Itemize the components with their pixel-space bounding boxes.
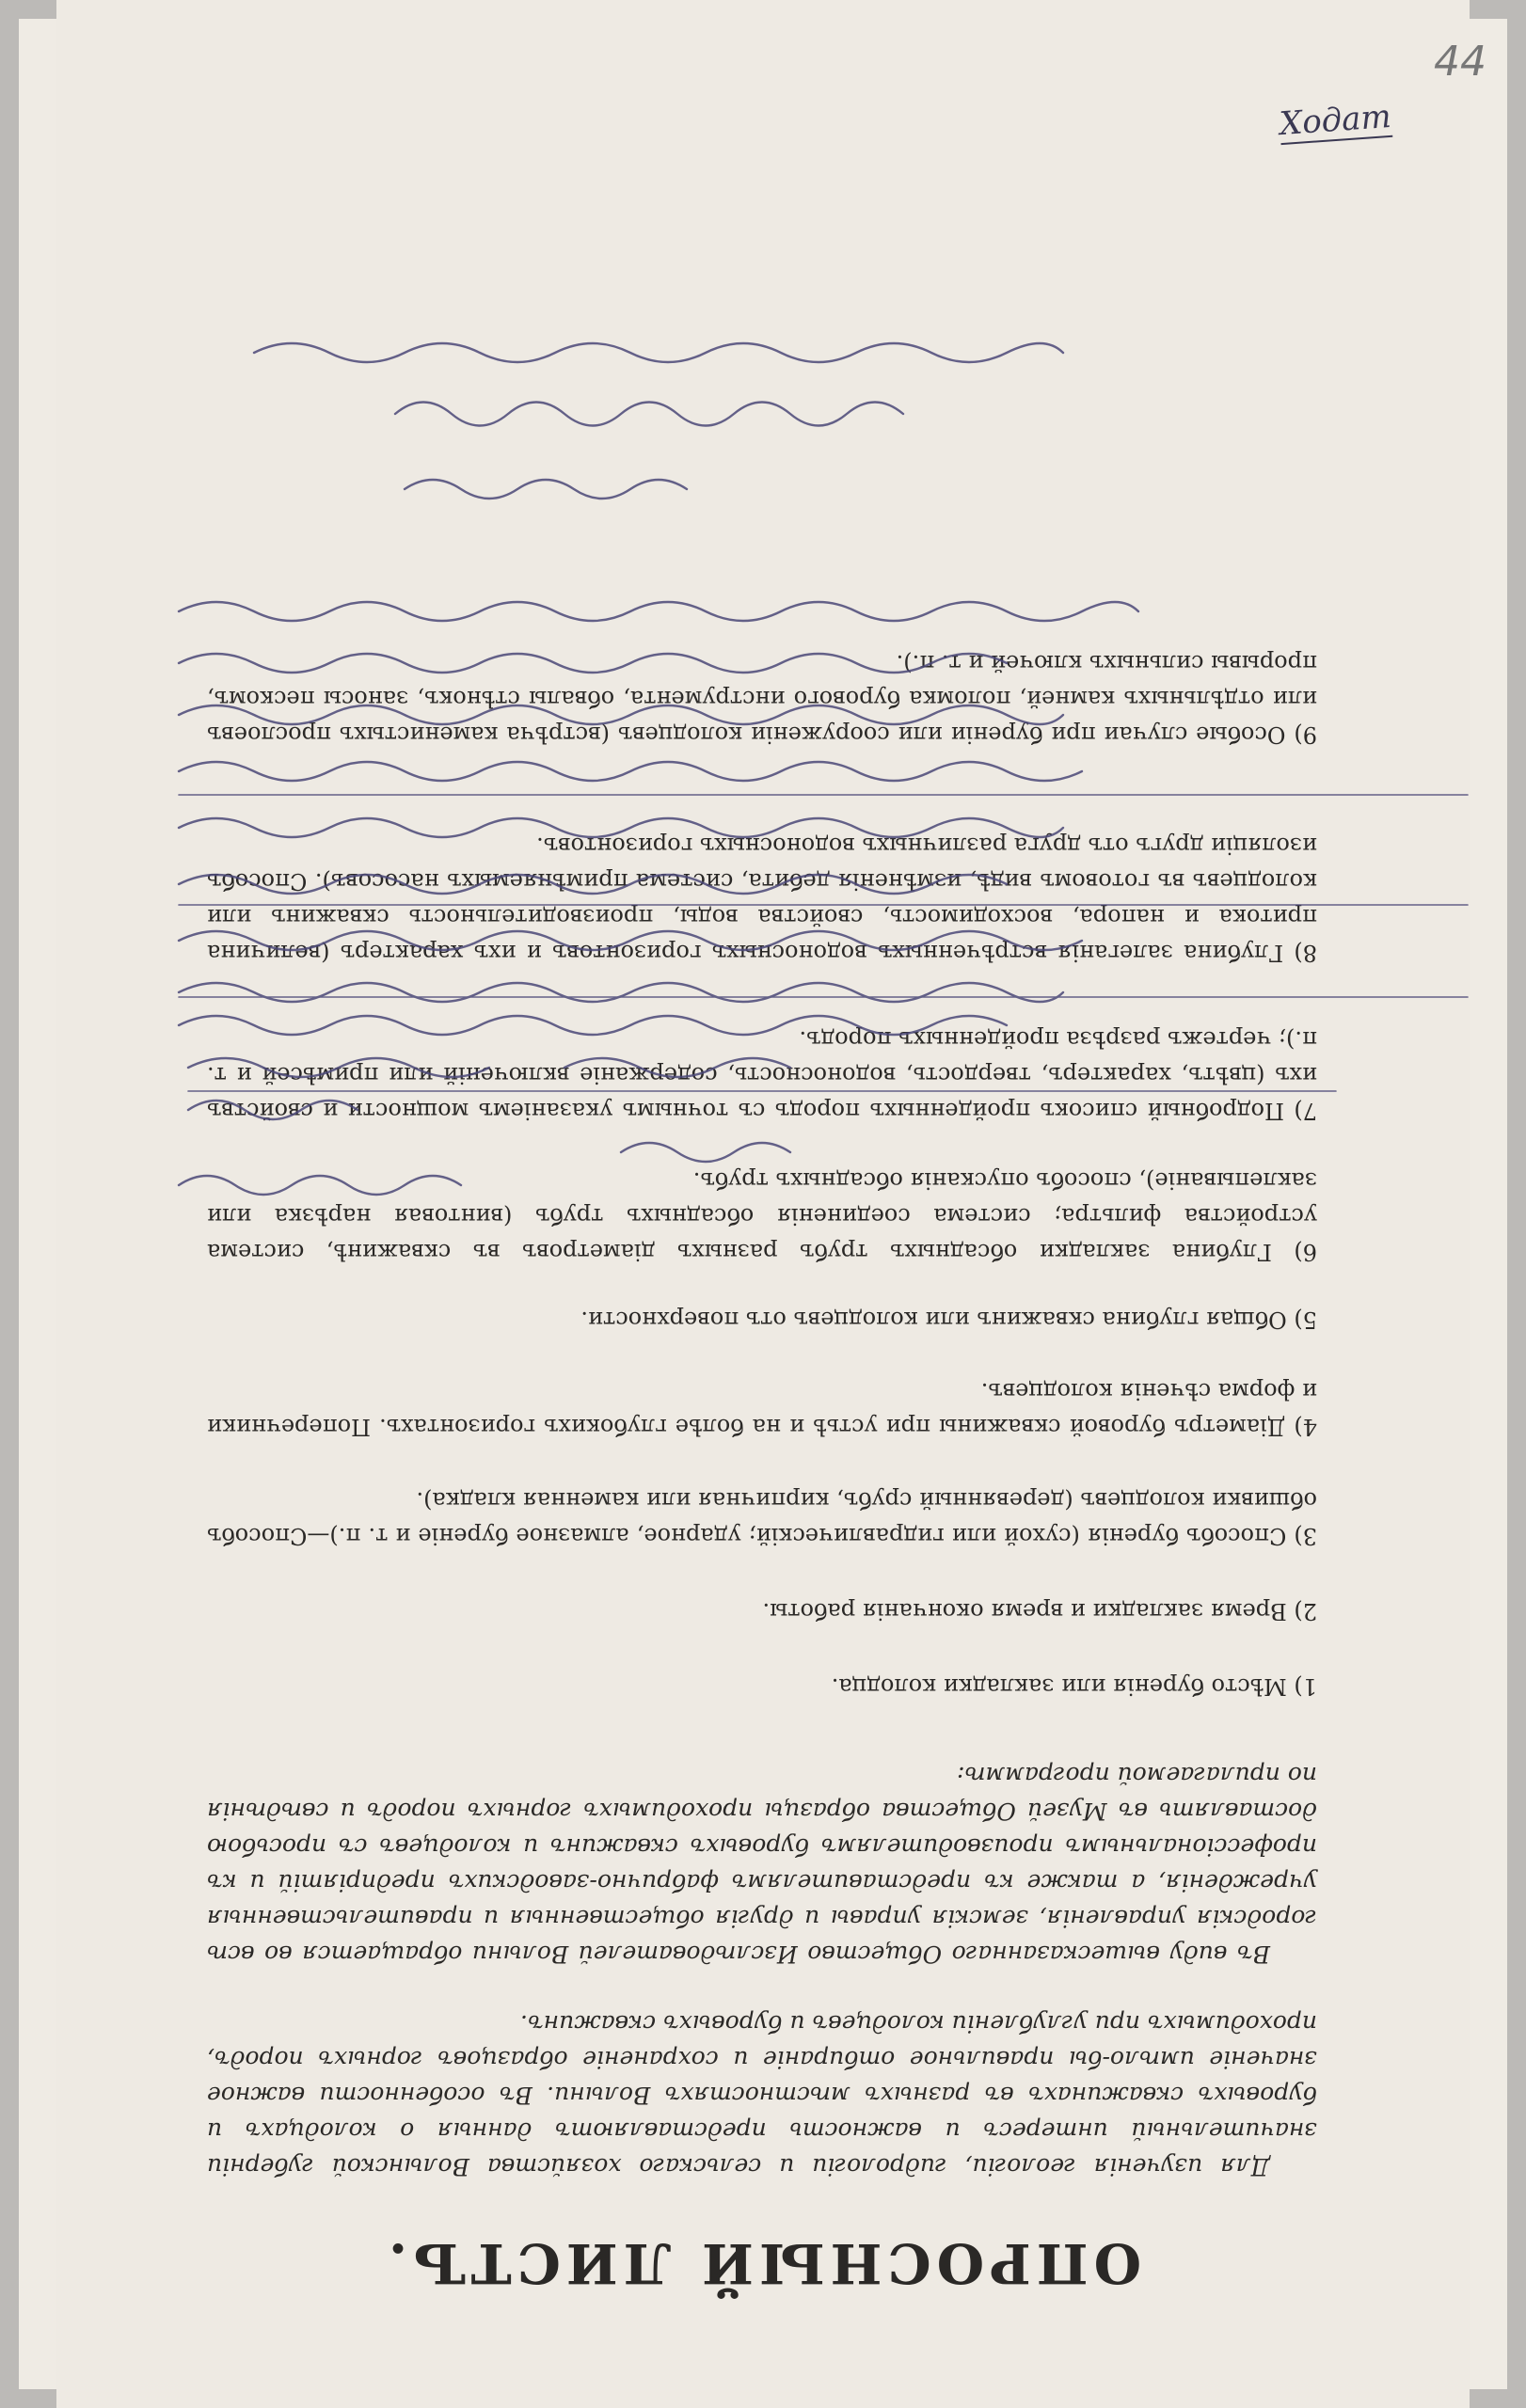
questionnaire	[207, 132, 1317, 2295]
question-8: 8) Глубина залеганія встрѣченныхъ водоносныхъ горизонтовъ и ихъ характеръ (величина притока и напора, восходимость, свойства воды, производительность скважинъ или колодцевъ въ готовомъ видѣ, измѣненія дебита, система примѣняемыхъ насосовъ). Способъ изоляціи другъ отъ друга различныхъ водоносныхъ горизонтовъ.	[207, 832, 1317, 966]
question-3: 3) Способъ буренія (сухой или гидравлическій; ударное, алмазное буреніе и т. п.)—Способъ обшивки колодцевъ (деревянный срубъ, кирпичная или каменная кладка).	[207, 1487, 1317, 1549]
intro-text	[207, 1757, 1317, 2184]
question-4: 4) Діаметръ буровой скважины при устьѣ и на болѣе глубокихъ горизонтахъ. Поперечники и форма сѣченія колодцевъ.	[207, 1378, 1317, 1440]
intro-paragraph: Для изученія геологіи, гидрологіи и сельскаго хозяйства Волынской губерніи значительный интересъ и важность представляютъ данныя о колодцахъ и буровыхъ скважинахъ въ разныхъ мѣстностяхъ Волыни. Въ особенности важное значеніе имѣло-бы правильное отбираніе и сохраненіе образцовъ горныхъ породъ, проходимыхъ при углубленіи колодцевъ и буровыхъ скважинъ.	[207, 2010, 1317, 2180]
question-7: 7) Подробный списокъ пройденныхъ породъ съ точнымъ указаніемъ мощности и свойствъ ихъ (цвѣтъ, характеръ, твердость, водоносность, содержаніе включеній или примѣсей и т. п.); чертежъ разрѣза пройденныхъ породъ.	[207, 1026, 1317, 1124]
question-2: 2) Время закладки и время окончанія работы.	[762, 1598, 1317, 1624]
archive-mark: Ходат	[1278, 97, 1392, 144]
intro-paragraph: Въ виду вышесказаннаго Общество Изслѣдователей Волыни обращается во всѣ городскія управленія, земскія управы и другія общественныя и правительственныя учрежденія, а также къ представителямъ фабрично-заводскихъ предпріятій и къ профессіональнымъ производителямъ буровыхъ скважинъ и колодцевъ съ просьбою доставлять въ Музей Общества образцы проходимыхъ горныхъ породъ и свѣдѣнія по прилагаемой программѣ:	[207, 1762, 1317, 1968]
question-9: 9) Особые случаи при буреніи или сооруженіи колодцевъ (встрѣча каменистыхъ прослоевъ или отдѣльныхъ камней, поломка бурового инструмента, обвалы стѣнокъ, заносы пескомъ, прорывы сильныхъ ключей и т. п.).	[207, 650, 1317, 748]
page-number: 44	[1434, 38, 1486, 86]
question-5: 5) Общая глубина скважинъ или колодцевъ отъ поверхности.	[580, 1307, 1317, 1333]
document-title: ОПРОСНЫЙ ЛИСТЪ.	[382, 2231, 1142, 2295]
question-6: 6) Глубина закладки обсадныхъ трубъ разныхъ діаметровъ въ скважинѣ, система устройства фильтра; система соединенія обсадныхъ трубъ (винтовая нарѣзка или заклепываніе), способъ опусканія обсадныхъ трубъ.	[207, 1167, 1317, 1265]
question-1: 1) Мѣсто буренія или закладки колодца.	[831, 1673, 1317, 1700]
